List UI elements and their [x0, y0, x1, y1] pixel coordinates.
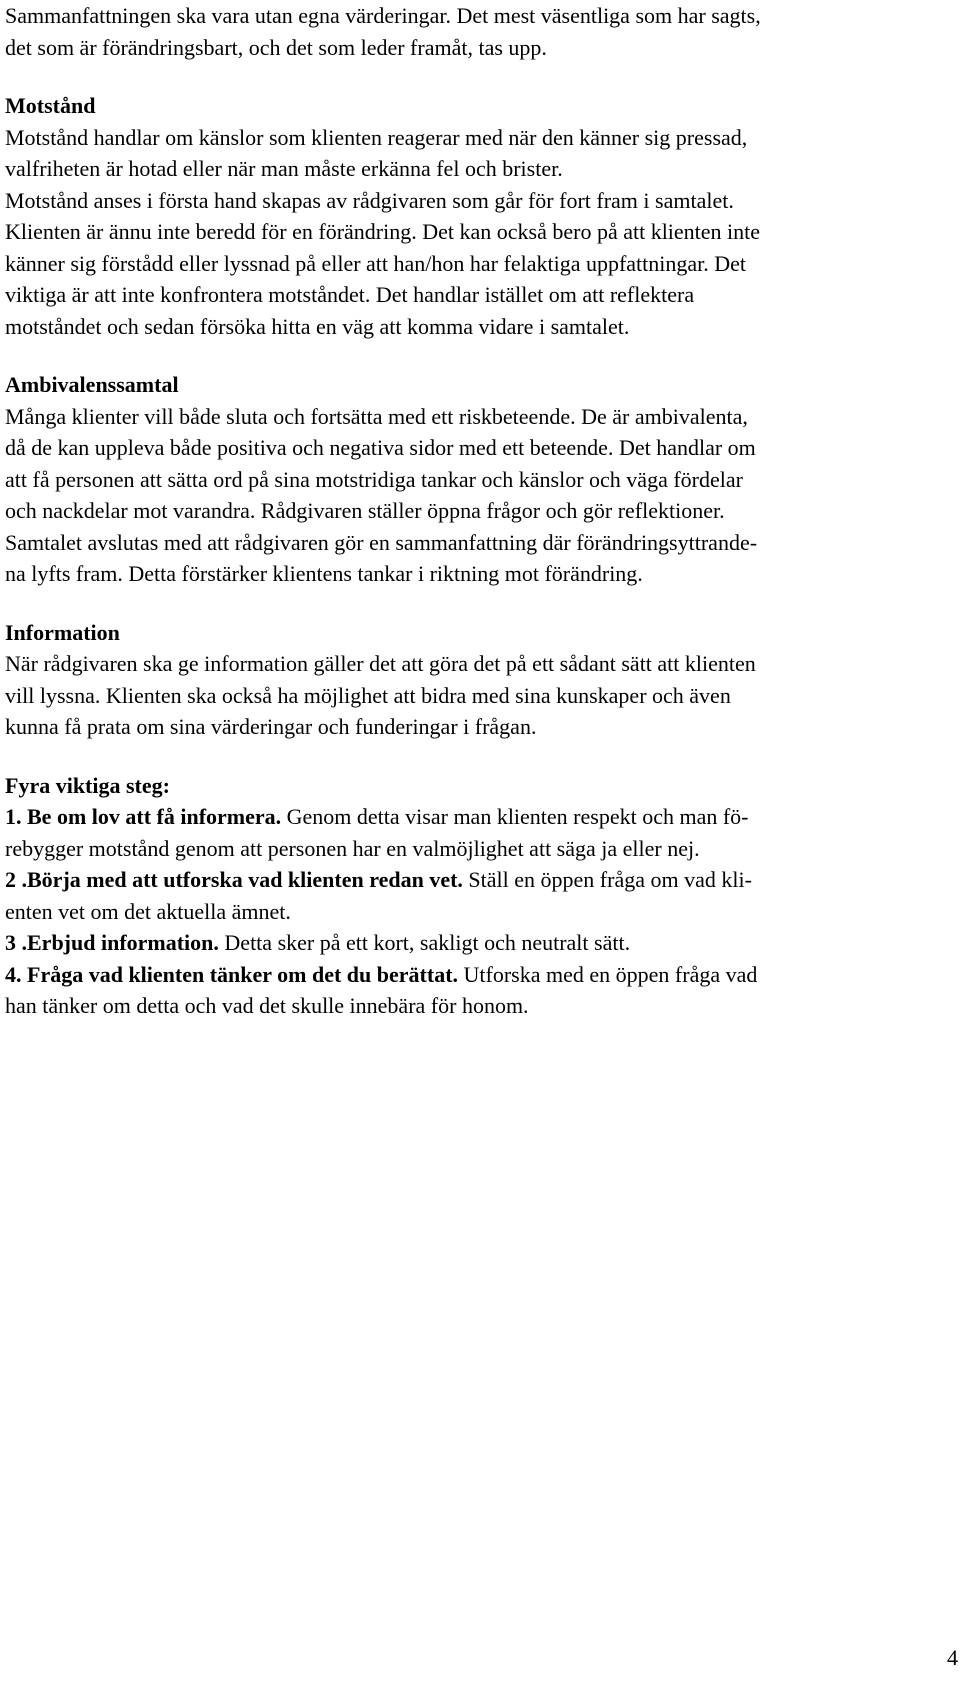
- section-ambivalenssamtal: [5, 369, 953, 590]
- section-heading: Ambivalenssamtal: [5, 372, 179, 397]
- step-title: 2 .Börja med att utforska vad klienten redan vet.: [5, 867, 463, 892]
- step-continuation: rebygger motstånd genom att personen har en valmöjlighet att säga ja eller nej.: [5, 835, 700, 861]
- step-text: Utforska med en öppen fråga vad: [458, 961, 758, 987]
- step-title: 1. Be om lov att få informera.: [5, 804, 282, 829]
- text-line: kunna få prata om sina värderingar och funderingar i frågan.: [5, 714, 537, 739]
- step-item-3: [5, 927, 953, 959]
- text-line: Motstånd handlar om känslor som klienten reagerar med när den känner sig pressad,: [5, 124, 748, 150]
- text-line: att få personen att sätta ord på sina motstridiga tankar och känslor och väga fördelar: [5, 466, 743, 492]
- text-line: viktiga är att inte konfrontera motståndet. Det handlar istället om att reflektera: [5, 282, 695, 307]
- section-heading: Fyra viktiga steg:: [5, 772, 170, 798]
- text-line: Klienten är ännu inte beredd för en förändring. Det kan också bero på att klienten inte: [5, 219, 761, 244]
- step-item-1: [5, 801, 953, 833]
- intro-paragraph: [5, 0, 953, 63]
- text-line: Sammanfattningen ska vara utan egna värderingar. Det mest väsentliga som har sagts,: [5, 3, 761, 28]
- text-line: Många klienter vill både sluta och fortsätta med ett riskbeteende. De är ambivalenta,: [5, 403, 748, 429]
- text-line: Motstånd anses i första hand skapas av rådgivaren som går för fort fram i samtalet.: [5, 187, 734, 213]
- step-item-2: [5, 864, 953, 896]
- text-line: na lyfts fram. Detta förstärker klientens tankar i riktning mot förändring.: [5, 561, 643, 586]
- text-line: vill lyssna. Klienten ska också ha möjlighet att bidra med sina kunskaper och även: [5, 682, 731, 708]
- step-continuation: enten vet om det aktuella ämnet.: [5, 898, 291, 924]
- step-continuation: han tänker om detta och vad det skulle innebära för honom.: [5, 993, 529, 1018]
- text-line: valfriheten är hotad eller när man måste erkänna fel och brister.: [5, 156, 563, 181]
- section-heading: Information: [5, 619, 120, 645]
- page-number: 4: [947, 1645, 958, 1670]
- document-page: [5, 0, 953, 1022]
- section-steps: [5, 770, 953, 1022]
- text-line: då de kan uppleva både positiva och negativa sidor med ett beteende. Det handlar om: [5, 435, 756, 460]
- text-line: Samtalet avslutas med att rådgivaren gör en sammanfattning där förändringsyttrande-: [5, 529, 758, 555]
- section-information: [5, 617, 953, 743]
- text-line: När rådgivaren ska ge information gäller det att göra det på ett sådant sätt att klienten: [5, 651, 756, 676]
- text-line: motståndet och sedan försöka hitta en väg att komma vidare i samtalet.: [5, 313, 630, 339]
- step-title: 3 .Erbjud information.: [5, 930, 219, 955]
- section-motstand: [5, 90, 953, 342]
- step-text: Genom detta visar man klienten respekt och man fö-: [281, 804, 749, 829]
- text-line: det som är förändringsbart, och det som leder framåt, tas upp.: [5, 34, 547, 60]
- step-item-4: [5, 959, 953, 991]
- step-text: Detta sker på ett kort, sakligt och neutralt sätt.: [218, 930, 631, 955]
- step-title: 4. Fråga vad klienten tänker om det du berättat.: [5, 961, 459, 987]
- section-heading: Motstånd: [5, 93, 96, 118]
- text-line: och nackdelar mot varandra. Rådgivaren ställer öppna frågor och gör reflektioner.: [5, 498, 725, 523]
- step-text: Ställ en öppen fråga om vad kli-: [462, 867, 752, 892]
- text-line: känner sig förstådd eller lyssnad på eller att han/hon har felaktiga uppfattningar. Det: [5, 250, 747, 276]
